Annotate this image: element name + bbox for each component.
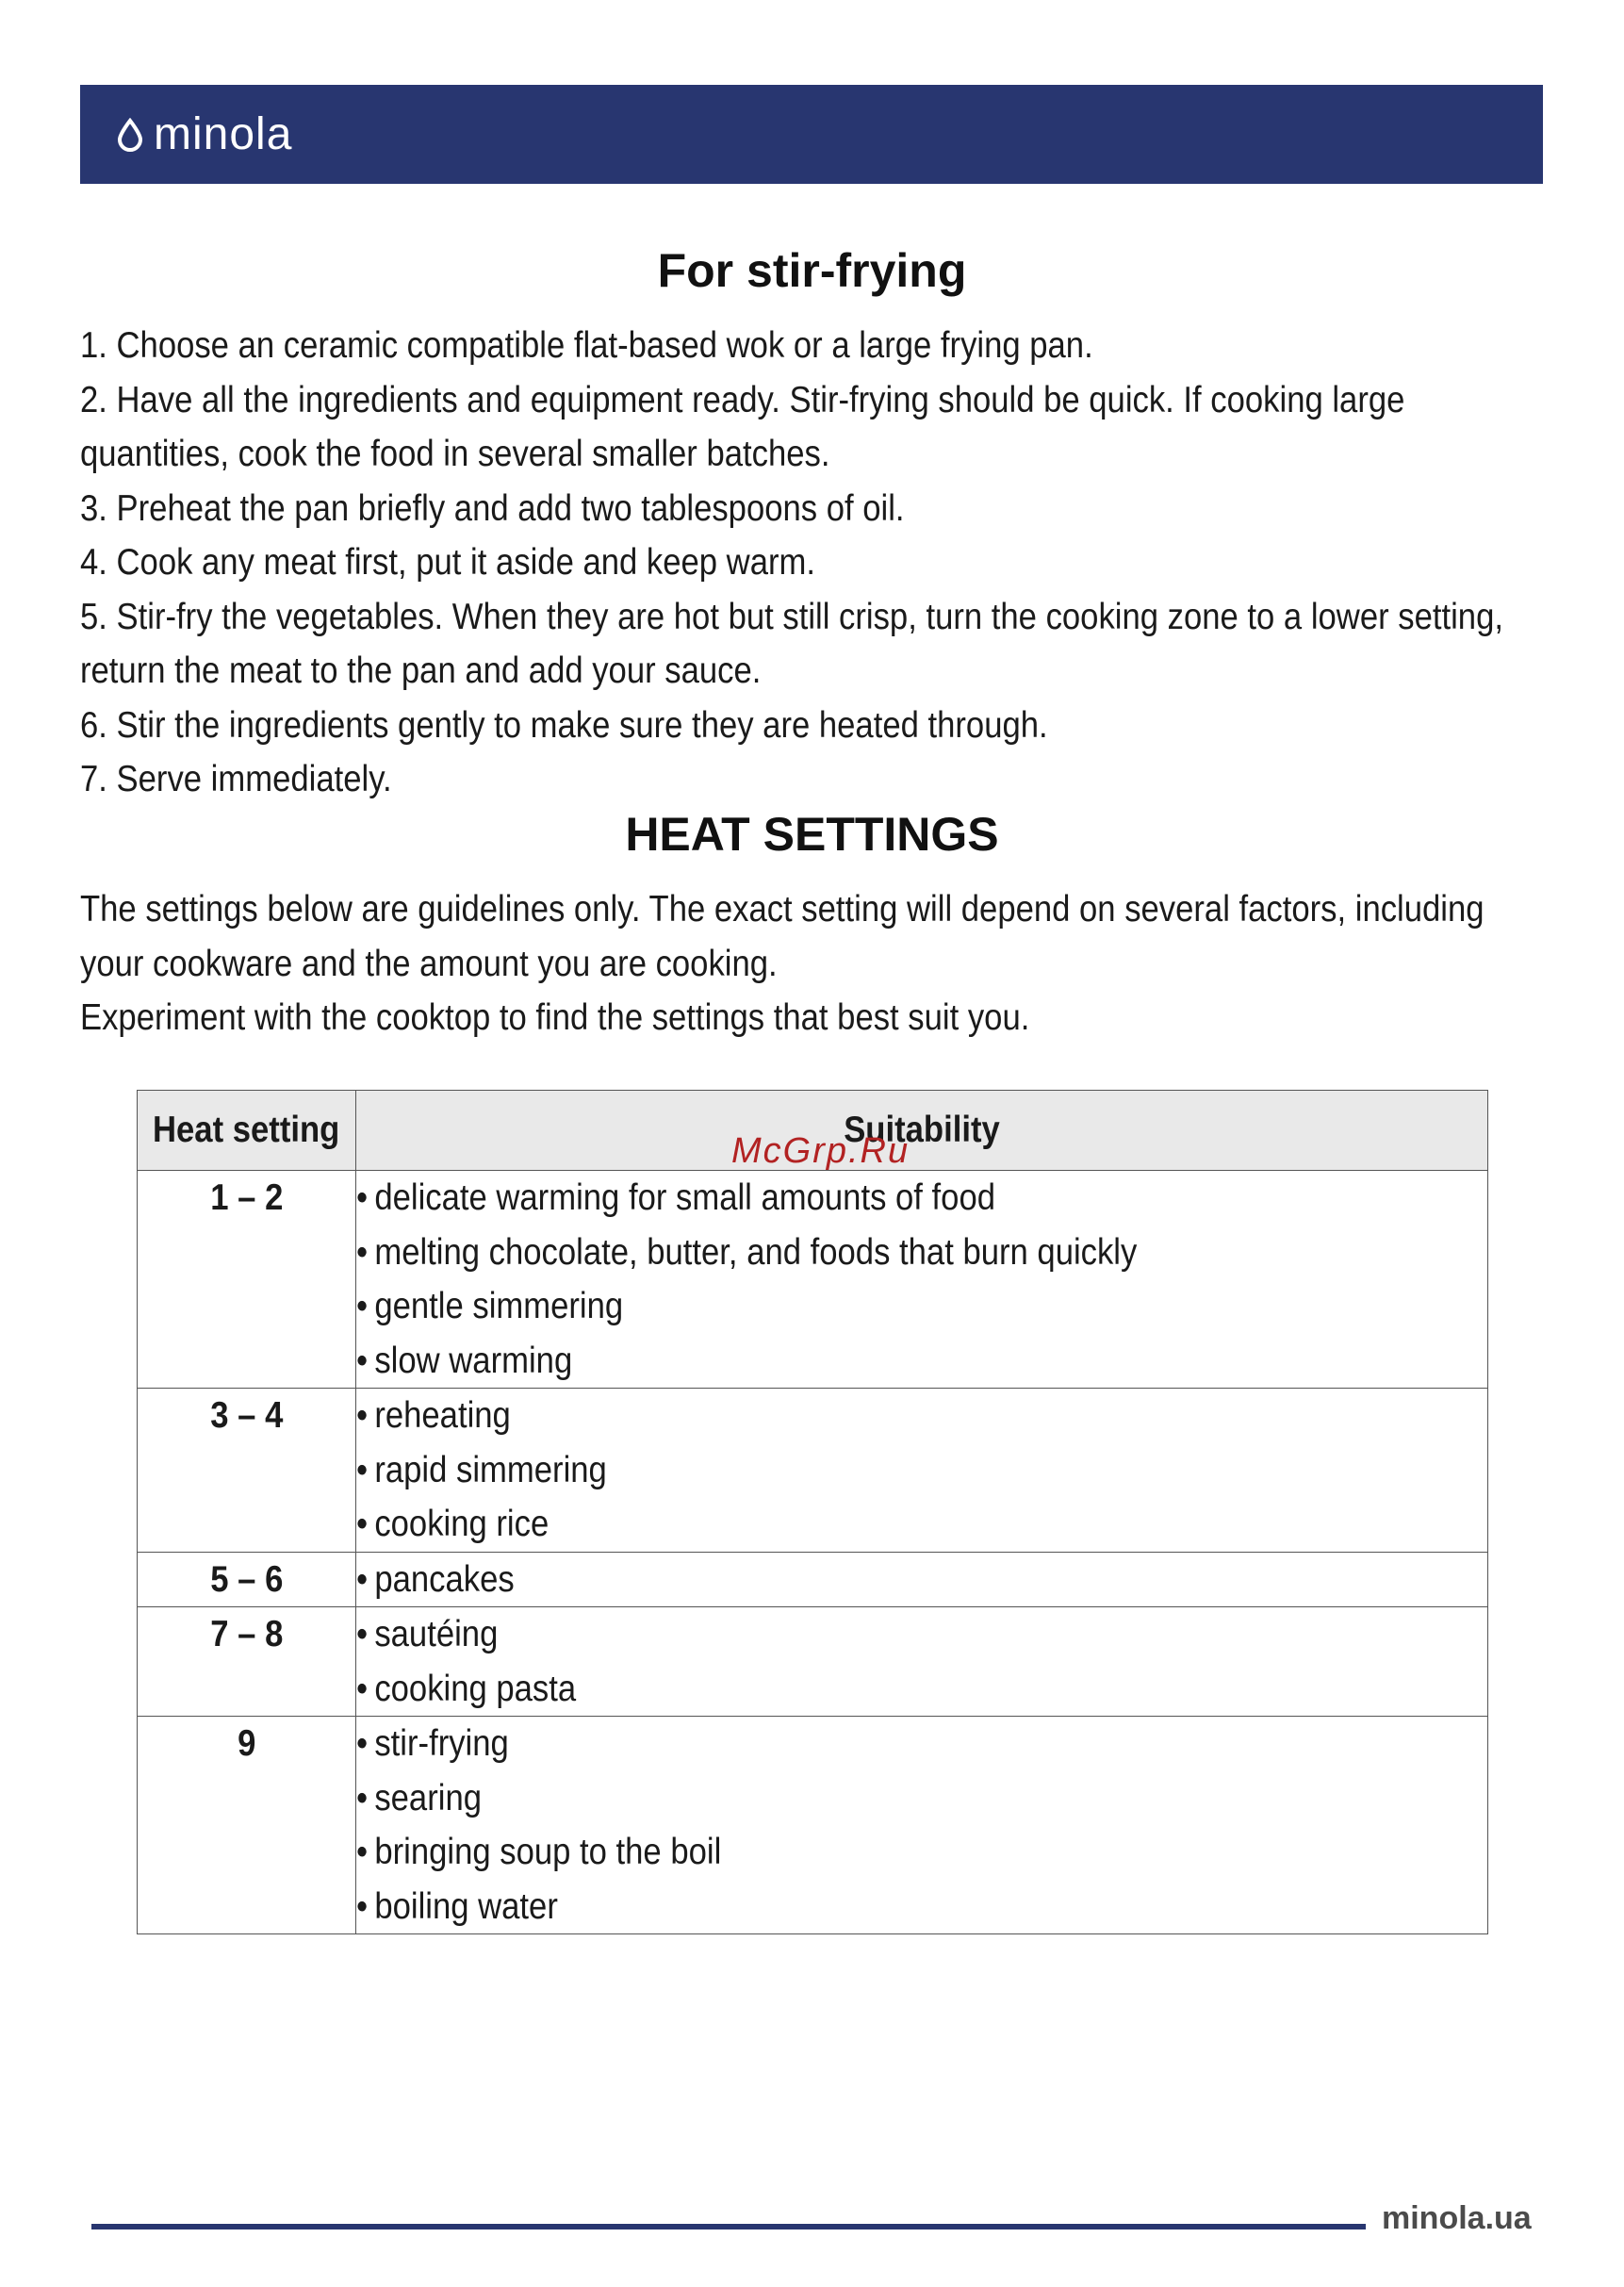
step: 7. Serve immediately. (80, 759, 392, 799)
suitability-cell (356, 1389, 1488, 1553)
list-item: • searing (356, 1777, 482, 1818)
list-item: • boiling water (356, 1885, 558, 1927)
heat-setting-cell: 7 – 8 (138, 1607, 356, 1717)
bullet-icon: • (356, 1340, 369, 1381)
logo-text: minola (154, 108, 293, 159)
stir-frying-title: For stir-frying (657, 244, 967, 297)
suitability-cell (356, 1607, 1488, 1717)
heat-setting-cell: 3 – 4 (138, 1389, 356, 1553)
list-item: • reheating (356, 1395, 511, 1436)
table-row (138, 1607, 1488, 1717)
suitability-cell (356, 1171, 1488, 1389)
step: 6. Stir the ingredients gently to make sure they are heated through. (80, 704, 1048, 746)
table-row (138, 1552, 1488, 1607)
list-item: • gentle simmering (356, 1286, 624, 1326)
bullet-icon: • (356, 1286, 369, 1326)
list-item: • sautéing (356, 1614, 499, 1654)
bullet-icon: • (356, 1614, 369, 1654)
list-item: • stir-frying (356, 1723, 509, 1764)
table-row (138, 1717, 1488, 1934)
list-item: • melting chocolate, butter, and foods that burn quickly (356, 1231, 1138, 1273)
heat-settings-intro (80, 882, 1545, 1045)
bullet-icon: • (356, 1885, 369, 1927)
heat-setting-cell: 1 – 2 (138, 1171, 356, 1389)
suitability-cell (356, 1552, 1488, 1607)
footer-site: minola.ua (1382, 2200, 1532, 2236)
intro-paragraph: The settings below are guidelines only. The exact setting will depend on several factors, including your cookware and the amount you are cooking. (80, 889, 1485, 984)
bullet-icon: • (356, 1231, 369, 1273)
step: 2. Have all the ingredients and equipment ready. Stir-frying should be quick. If cooking large quantities, cook the food in several smaller batches. (80, 379, 1405, 474)
drop-logo-icon (116, 118, 144, 152)
bullet-icon: • (356, 1723, 369, 1764)
bullet-icon: • (356, 1832, 369, 1872)
list-item: • rapid simmering (356, 1449, 607, 1490)
step: 1. Choose an ceramic compatible flat-based wok or a large frying pan. (80, 325, 1093, 366)
footer-line (91, 2224, 1366, 2229)
list-item: • slow warming (356, 1340, 573, 1381)
suitability-cell (356, 1717, 1488, 1934)
list-item: • cooking rice (356, 1504, 550, 1544)
heat-settings-table (137, 1090, 1488, 1934)
brand-logo (116, 108, 293, 159)
bullet-icon: • (356, 1177, 369, 1218)
intro-paragraph: Experiment with the cooktop to find the settings that best suit you. (80, 997, 1030, 1038)
heat-setting-cell: 9 (138, 1717, 356, 1934)
list-item: • cooking pasta (356, 1668, 577, 1709)
step: 3. Preheat the pan briefly and add two tablespoons of oil. (80, 487, 905, 529)
step: 4. Cook any meat first, put it aside and keep warm. (80, 542, 816, 583)
step: 5. Stir-fry the vegetables. When they are hot but still crisp, turn the cooking zone to a lower setting, return the meat to the pan and add your sauce. (80, 596, 1503, 691)
table-row (138, 1171, 1488, 1389)
heat-settings-title: HEAT SETTINGS (625, 808, 999, 861)
table-body (138, 1171, 1488, 1934)
stir-frying-steps (80, 319, 1545, 807)
list-item: • delicate warming for small amounts of food (356, 1177, 995, 1218)
bullet-icon: • (356, 1668, 369, 1709)
list-item: • bringing soup to the boil (356, 1832, 722, 1872)
bullet-icon: • (356, 1558, 369, 1600)
header-suitability: Suitability (356, 1091, 1488, 1171)
bullet-icon: • (356, 1504, 369, 1544)
header-heat-setting: Heat setting (138, 1091, 356, 1171)
header-bar (80, 85, 1543, 184)
bullet-icon: • (356, 1449, 369, 1490)
bullet-icon: • (356, 1395, 369, 1436)
bullet-icon: • (356, 1777, 369, 1818)
watermark: McGrp.Ru (731, 1131, 910, 1171)
heat-setting-cell: 5 – 6 (138, 1552, 356, 1607)
table-row (138, 1389, 1488, 1553)
list-item: • pancakes (356, 1558, 515, 1600)
